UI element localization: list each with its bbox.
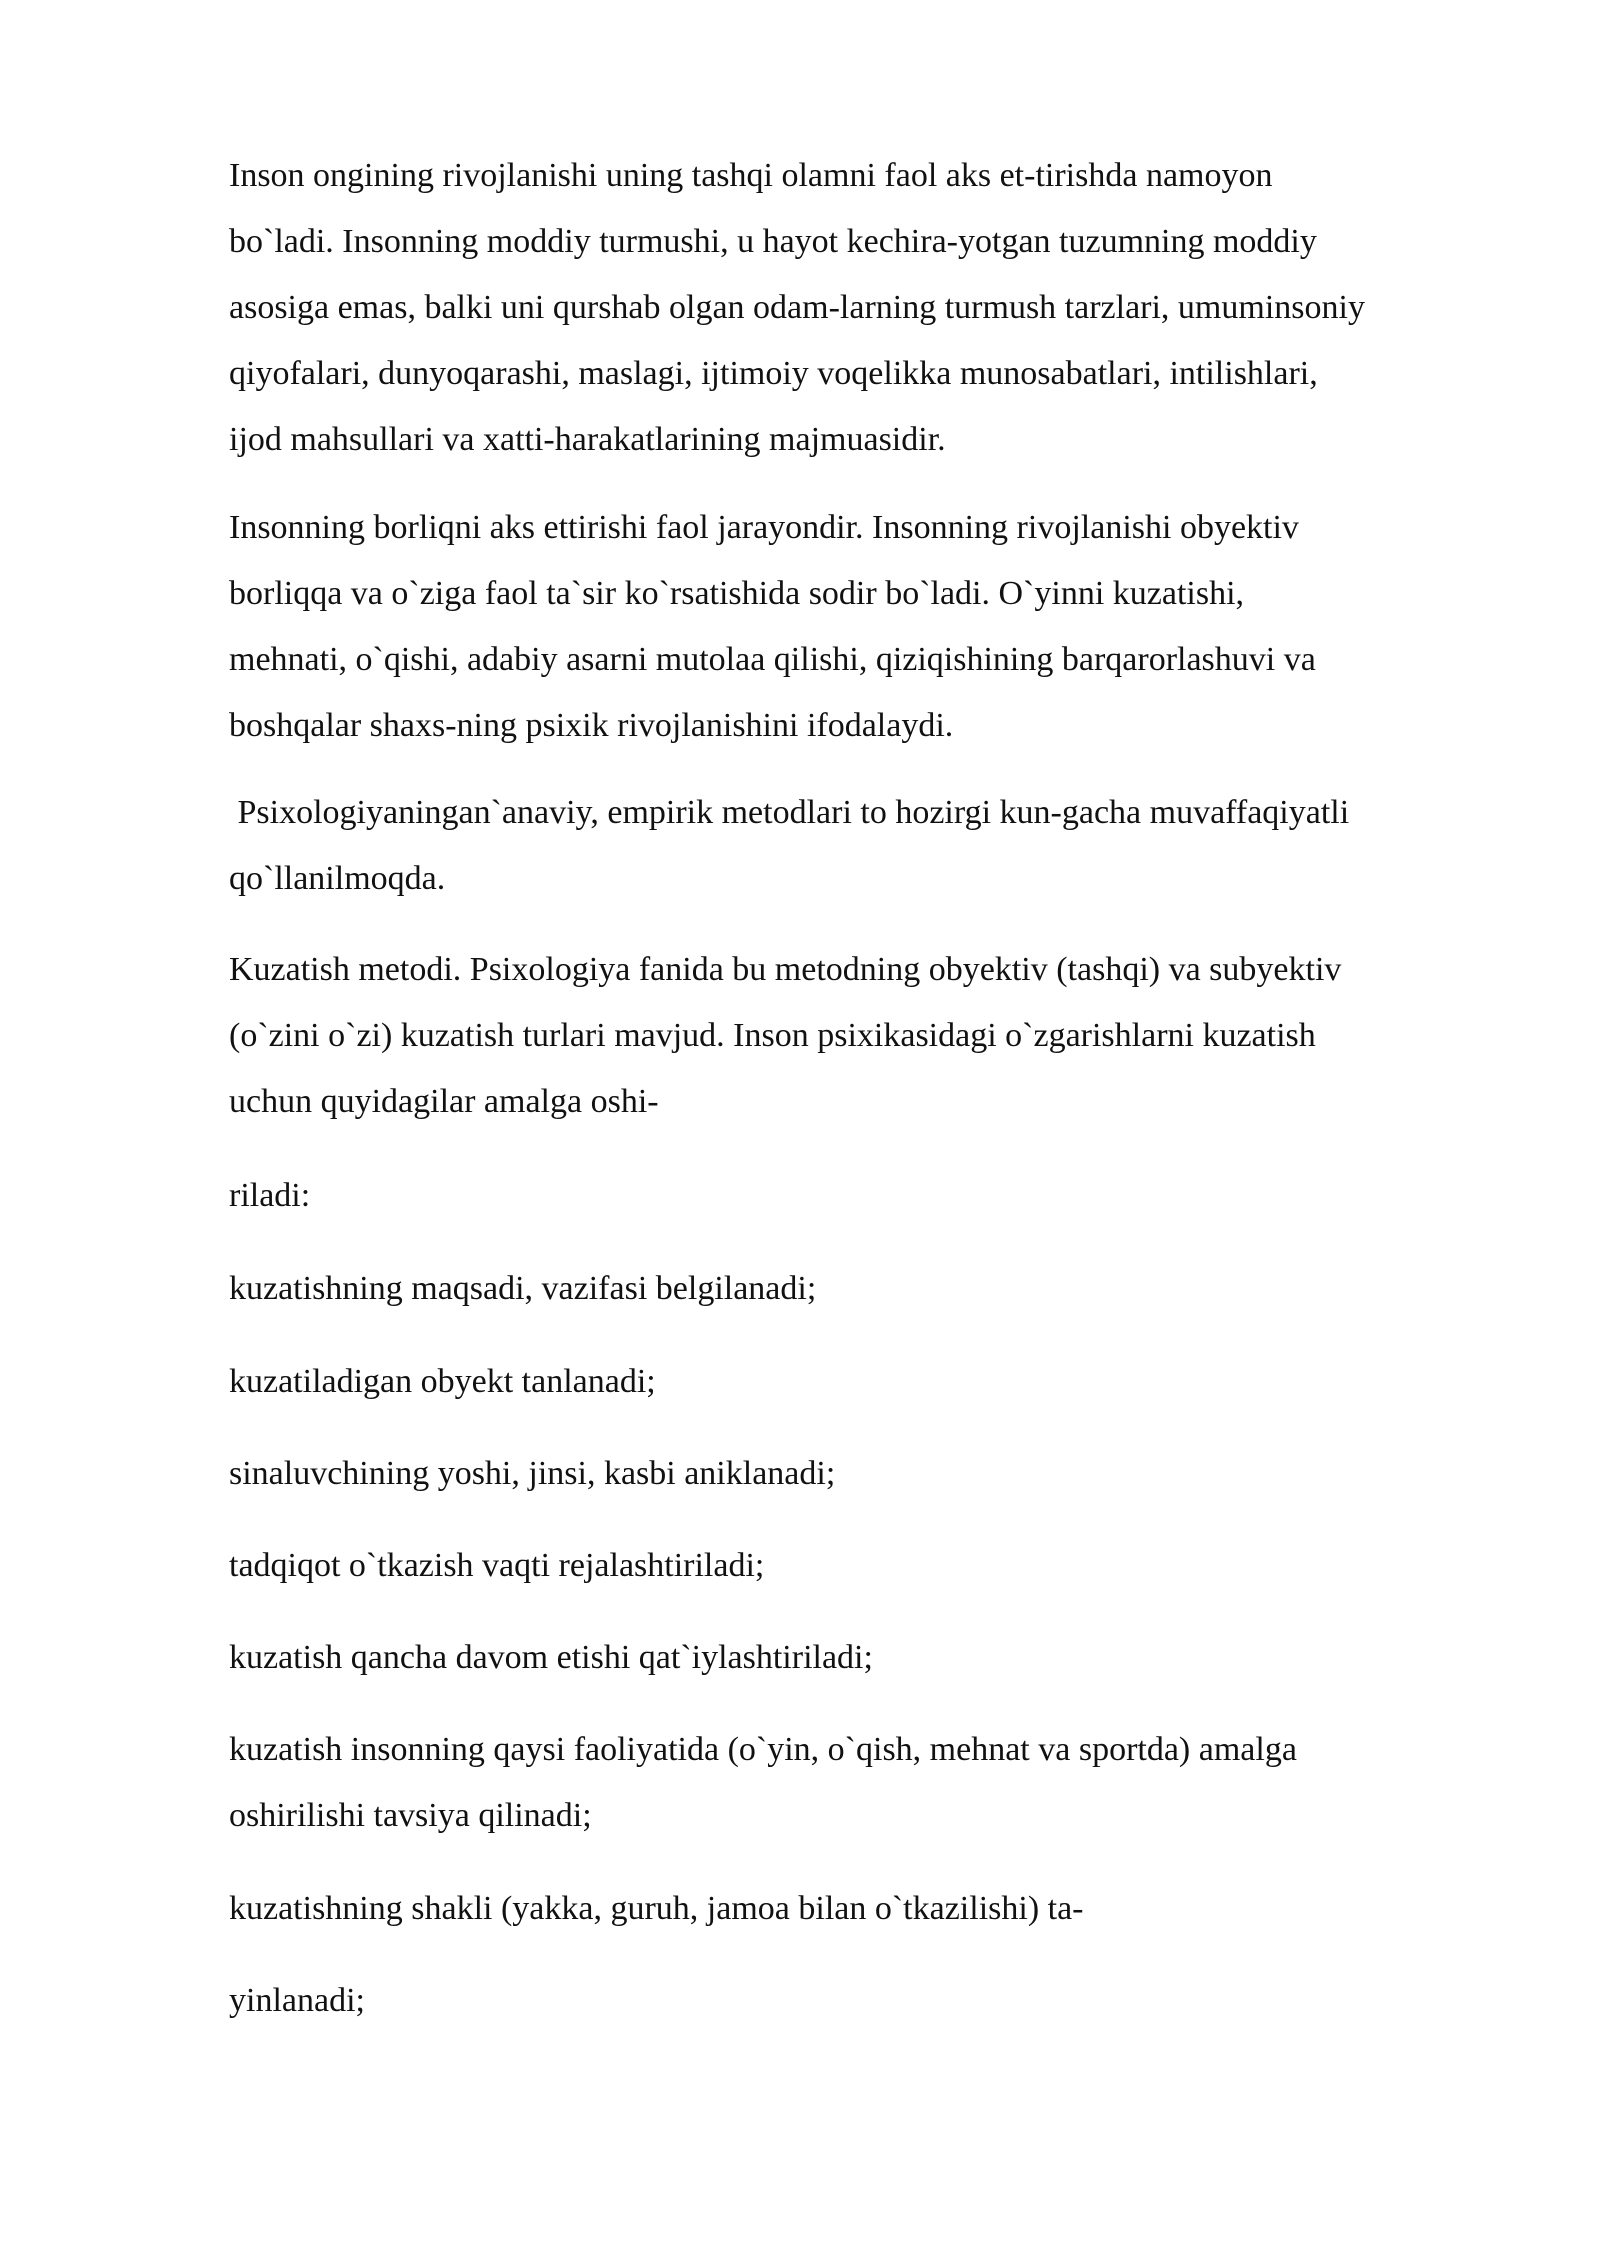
list-item-maqsad: kuzatishning maqsadi, vazifasi belgilanadi; xyxy=(229,1270,817,1307)
paragraph-inson-ongining: Inson ongining rivojlanishi uning tashqi olamni faol aks et-tirishda namoyon bo`ladi. Insonning moddiy turmushi, u hayot kechira-yotgan tuzumning moddiy asosiga emas, balki uni qurshab olgan odam-larning turmush tarzlari, umuminsoniy qiyofalari, dunyoqarashi, maslagi, ijtimoiy voqelikka munosabatlari, intilishlari, ijod mahsullari va xatti-harakatlarining majmuasidir. xyxy=(229,157,1365,458)
paragraph-kuzatish-metodi: Kuzatish metodi. Psixologiya fanida bu metodning obyektiv (tashqi) va subyektiv (o`zini o`zi) kuzatish turlari mavjud. Inson psixikasidagi o`zgarishlarni kuzatish uchun quyidagilar amalga oshi- xyxy=(229,951,1342,1120)
list-item-obyekt: kuzatiladigan obyekt tanlanadi; xyxy=(229,1363,656,1400)
list-item-shakli: kuzatishning shakli (yakka, guruh, jamoa bilan o`tkazilishi) ta- xyxy=(229,1890,1084,1927)
list-item-sinaluvchi: sinaluvchining yoshi, jinsi, kasbi aniklanadi; xyxy=(229,1455,836,1492)
paragraph-borliqni-aks-ettirishi: Insonning borliqni aks ettirishi faol jarayondir. Insonning rivojlanishi obyektiv borliqqa va o`ziga faol ta`sir ko`rsatishida sodir bo`ladi. O`yinni kuzatishi, mehnati, o`qishi, adabiy asarni mutolaa qilishi, qiziqishining barqarorlashuvi va boshqalar shaxs-ning psixik rivojlanishini ifodalaydi. xyxy=(229,509,1316,744)
list-item-yinlanadi: yinlanadi; xyxy=(229,1982,365,2019)
list-item-tadqiqot-vaqti: tadqiqot o`tkazish vaqti rejalashtiriladi; xyxy=(229,1547,765,1584)
paragraph-empirik-metodlar: Psixologiyaningan`anaviy, empirik metodlari to hozirgi kun-gacha muvaffaqiyatli qo`llanilmoqda. xyxy=(229,794,1350,897)
paragraph-riladi: riladi: xyxy=(229,1177,311,1214)
list-item-faoliyat: kuzatish insonning qaysi faoliyatida (o`yin, o`qish, mehnat va sportda) amalga oshirilishi tavsiya qilinadi; xyxy=(229,1731,1297,1834)
list-item-davom-etishi: kuzatish qancha davom etishi qat`iylashtiriladi; xyxy=(229,1639,873,1676)
